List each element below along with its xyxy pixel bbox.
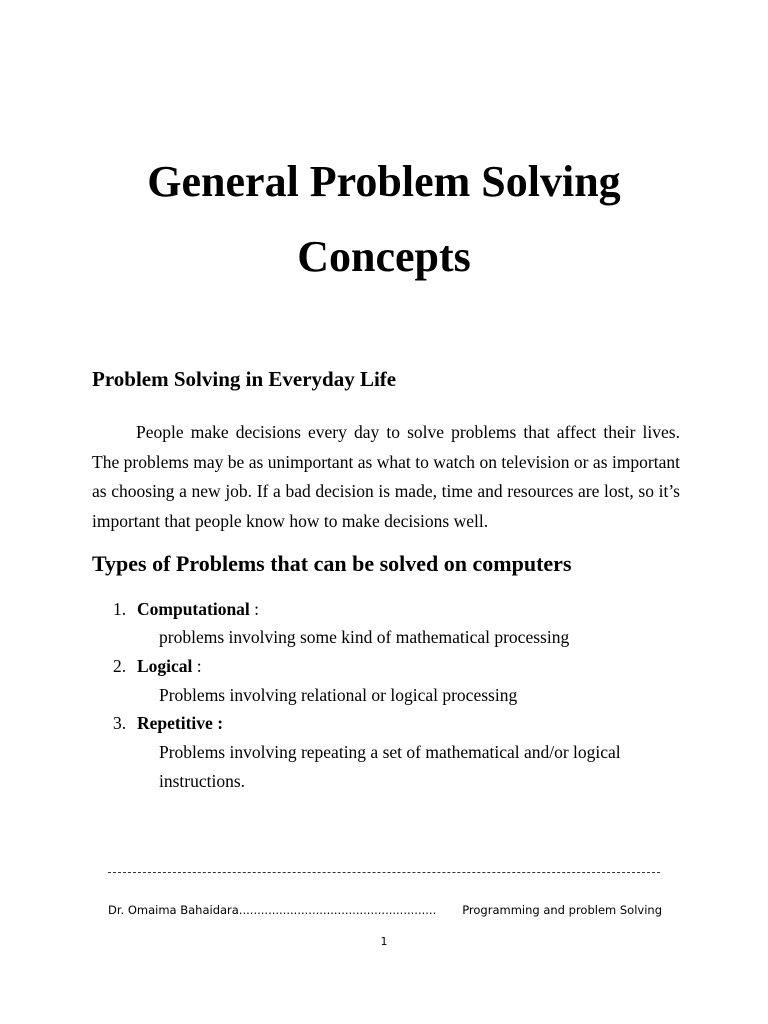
list-item-colon: : (249, 599, 260, 619)
list-item-term: Repetitive (137, 713, 213, 733)
footer-course: Programming and problem Solving (462, 903, 662, 917)
list-item-term-logical (137, 656, 202, 677)
footer-divider (108, 872, 660, 873)
list-item-description: Problems involving relational or logical processing (159, 685, 518, 705)
page-number: 1 (380, 935, 388, 948)
list-item-description-line-2: instructions. (159, 771, 246, 791)
footer-leader-dots: ...................................................... (238, 903, 437, 917)
list-item-term: Computational (137, 599, 250, 619)
list-item-number: 2. (113, 656, 127, 676)
list-item-term-repetitive (137, 713, 223, 734)
section-heading-problem-types: Types of Problems that can be solved on computers (92, 551, 572, 576)
section-paragraph-everyday-life: People make decisions every day to solve problems that affect their lives. The problems may be as unimportant as what to watch on television or as important as choosing a new job. If a bad decision is made, time and resources are lost, so it’s important that people know how to make decisions well. (92, 422, 680, 531)
list-item-number: 3. (113, 713, 127, 733)
list-item-term: Logical (137, 656, 193, 676)
list-item-number: 1. (113, 599, 127, 619)
page-footer (108, 903, 662, 917)
list-item-colon: : (212, 713, 224, 733)
footer-author: Dr. Omaima Bahaidara (108, 903, 239, 917)
list-item-term-computational (137, 599, 259, 620)
document-title-line-2: Concepts (297, 232, 471, 281)
section-heading-everyday-life: Problem Solving in Everyday Life (92, 367, 397, 391)
document-title-line-1: General Problem Solving (147, 157, 621, 206)
list-item-description-line-1: Problems involving repeating a set of mathematical and/or logical (159, 742, 621, 762)
list-item-colon: : (192, 656, 202, 676)
list-item-description: problems involving some kind of mathematical processing (159, 627, 570, 647)
